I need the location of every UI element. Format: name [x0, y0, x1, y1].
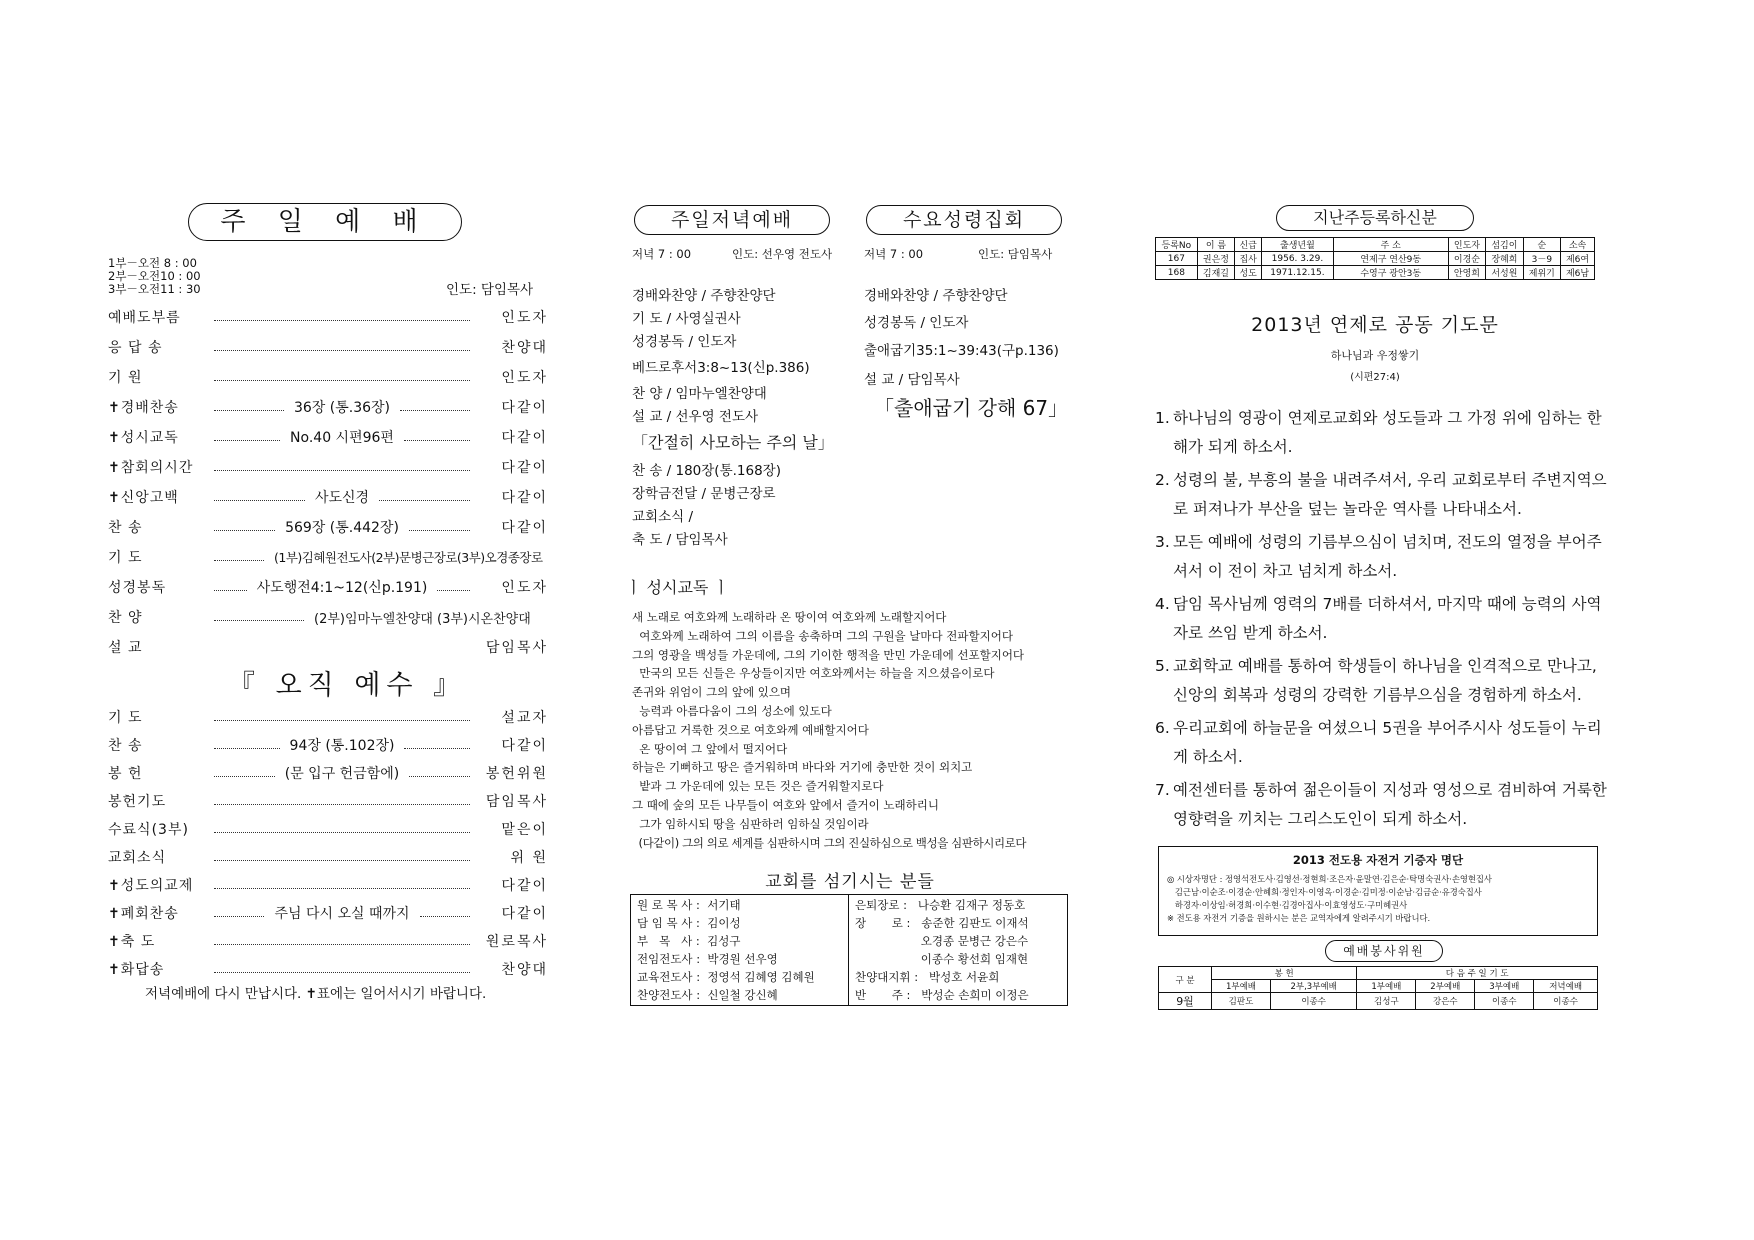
order-row: ✝성도의교제 다같이 — [108, 878, 548, 894]
order-row: 성경봉독 사도행전4:1~12(신p.191) 인도자 — [108, 580, 548, 596]
order-row: 봉헌기도 담임목사 — [108, 794, 548, 810]
servant-line: 부 목 사 : 김성구 — [637, 934, 741, 948]
duty-header-row — [1159, 967, 1598, 980]
servant-line: 반 주 : 박성순 손희미 이정은 — [855, 988, 1029, 1002]
worship-leader: 인도: 담임목사 — [446, 282, 534, 298]
donors-lines — [1167, 873, 1492, 925]
prayer-item: 5. 교회학교 예배를 통하여 학생들이 하나님을 인격적으로 만나고, 신앙의 회복과 성령의 강력한 기름부으심을 경험하게 하소서. — [1155, 657, 1597, 704]
duty-sub-row — [1159, 980, 1598, 993]
newcomers-header-row — [1156, 238, 1595, 252]
table-row — [1159, 993, 1598, 1010]
evening-title: 주일저녁예배 — [634, 205, 830, 235]
donors-title: 2013 전도용 자전거 기증자 명단 — [1292, 853, 1464, 867]
servant-line: 이종수 황선희 임재현 — [855, 952, 1029, 966]
reading-line: 여호와께 노래하여 그의 이름을 송축하며 그의 구원을 날마다 전파할지어다 — [632, 628, 1013, 643]
order-row: 응 답 송 찬양대 — [108, 340, 548, 356]
order-row: 기 도 (1부)김혜원전도사(2부)문병근장로(3부)오경종장로 — [108, 550, 543, 566]
servant-line: 전임전도사 : 박경원 선우영 — [637, 952, 778, 966]
prayer-subtitle: 하나님과 우정쌓기 — [1330, 349, 1420, 362]
cell: 1956. 3.29. — [1262, 252, 1334, 266]
cell: 이종수 — [1475, 993, 1534, 1010]
evening-line: 축 도 / 담임목사 — [632, 532, 728, 548]
wednesday-line: 출애굽기35:1~39:43(구p.136) — [864, 343, 1059, 359]
evening-line: 설 교 / 선우영 전도사 — [632, 409, 759, 425]
col-header: 인도자 — [1448, 238, 1485, 252]
worship-footer: 저녁예배에 다시 만납시다. ✝표에는 일어서시기 바랍니다. — [145, 986, 487, 1002]
cell: 권은정 — [1197, 252, 1234, 266]
order-row: ✝경배찬송 36장 (통.36장) 다같이 — [108, 400, 548, 416]
evening-time: 저녁 7 : 00 — [632, 247, 692, 261]
wednesday-line: 설 교 / 담임목사 — [864, 372, 960, 388]
order-row: 수료식(3부) 맡은이 — [108, 822, 548, 838]
reading-line: 그 때에 숲의 모든 나무들이 여호와 앞에서 즐거이 노래하리니 — [632, 797, 939, 812]
order-row: 봉 헌 (문 입구 헌금함에) 봉헌위원 — [108, 766, 548, 782]
cell: 이경순 — [1448, 252, 1485, 266]
prayer-item: 6. 우리교회에 하늘문을 여셨으니 5권을 부어주시사 성도들이 누리게 하소서. — [1155, 719, 1602, 766]
order-row: ✝성시교독 No.40 시편96편 다같이 — [108, 430, 548, 446]
evening-line: 성경봉독 / 인도자 — [632, 334, 737, 350]
reading-line: 그가 임하시되 땅을 심판하러 임하실 것임이라 — [632, 816, 869, 831]
donors-box — [1158, 846, 1598, 936]
col-header: 소속 — [1561, 238, 1595, 252]
col-header: 등록No — [1156, 238, 1198, 252]
cell: 수영구 광안3동 — [1333, 266, 1448, 280]
reading-line: (다같이) 그의 의로 세계를 심판하시며 그의 진실하심으로 백성을 심판하시리로다 — [632, 835, 1027, 850]
cell: 집사 — [1235, 252, 1262, 266]
order-row: 찬 송 569장 (통.442장) 다같이 — [108, 520, 548, 536]
worship-order — [108, 305, 548, 665]
order-row: 기 원 인도자 — [108, 370, 548, 386]
cell: 1부예배 — [1357, 980, 1416, 993]
worship-time-2: 2부－오전10 : 00 — [108, 269, 201, 283]
cell: 구 분 — [1159, 967, 1212, 993]
reading-line: 만국의 모든 신들은 우상들이지만 여호와께서는 하늘을 지으셨음이로다 — [632, 666, 995, 681]
cell: 안영희 — [1448, 266, 1485, 280]
wednesday-sermon: 「출애굽기 강해 67」 — [874, 396, 1069, 420]
wednesday-leader: 인도: 담임목사 — [978, 247, 1053, 261]
donor-line: 김근남·이순조·이경순·안혜희·정인자·이영옥·이경순·김미정·이순남·김금순·유경숙집사 — [1167, 887, 1482, 897]
prayer-ref: (시편27:4) — [1350, 372, 1400, 383]
evening-line: 장학금전달 / 문병근장로 — [632, 486, 776, 502]
wednesday-title: 수요성령집회 — [866, 205, 1062, 235]
reading-line: 아름답고 거룩한 것으로 여호와께 예배할지어다 — [632, 722, 869, 737]
cell: 1971.12.15. — [1262, 266, 1334, 280]
cell: 이종수 — [1270, 993, 1356, 1010]
col-header: 섬김이 — [1486, 238, 1523, 252]
servant-line: 은퇴장로 : 나승환 김재구 정동호 — [855, 898, 1026, 912]
wednesday-line: 성경봉독 / 인도자 — [864, 315, 969, 331]
cell: 2부예배 — [1416, 980, 1475, 993]
cell: 167 — [1156, 252, 1198, 266]
col-header: 순 — [1523, 238, 1560, 252]
reading-line: 존귀와 위엄이 그의 앞에 있으며 — [632, 685, 792, 700]
cell: 3부예배 — [1475, 980, 1534, 993]
evening-line: 기 도 / 사영실권사 — [632, 311, 741, 327]
evening-line: 경배와찬양 / 주향찬양단 — [632, 288, 776, 304]
duty-title: 예배봉사위원 — [1325, 940, 1443, 962]
cell: 김판도 — [1212, 993, 1271, 1010]
worship-times — [108, 257, 201, 296]
servants-box — [630, 894, 1068, 1006]
reading-line: 새 노래로 여호와께 노래하라 온 땅이여 여호와께 노래할지어다 — [632, 610, 947, 624]
worship-time-3: 3부－오전11 : 30 — [108, 282, 201, 296]
cell: 김재길 — [1197, 266, 1234, 280]
order-row: 예배도부름 인도자 — [108, 310, 548, 326]
evening-sermon: 「간절히 사모하는 주의 날」 — [632, 433, 834, 452]
servants-left — [631, 895, 849, 1005]
order-row: 기 도 설교자 — [108, 710, 548, 726]
cell: 제위기 — [1523, 266, 1560, 280]
servant-line: 담 임 목 사 : 김이성 — [637, 916, 741, 930]
cell: 168 — [1156, 266, 1198, 280]
order-row: ✝화답송 찬양대 — [108, 962, 548, 978]
cell: 1부예배 — [1212, 980, 1271, 993]
wednesday-time: 저녁 7 : 00 — [864, 247, 924, 261]
reading-line: 온 땅이여 그 앞에서 떨지어다 — [632, 741, 788, 756]
table-row — [1156, 266, 1595, 280]
cell: 봉 헌 — [1212, 967, 1357, 980]
prayer-title: 2013년 연제로 공동 기도문 — [1251, 314, 1499, 336]
servants-title: 교회를 섬기시는 분들 — [765, 872, 935, 892]
donor-line: 하경자·이상임·허경희·이수현·김경아집사·이효영성도·구미혜권사 — [1167, 900, 1408, 910]
servant-line: 오경종 문병근 강은수 — [855, 934, 1029, 948]
col-header: 이 름 — [1197, 238, 1234, 252]
prayer-item: 3. 모든 예배에 성령의 기름부으심이 넘치며, 전도의 열정을 부어주셔서 이 전이 차고 넘치게 하소서. — [1155, 533, 1602, 580]
servant-line: 장 로 : 송준한 김판도 이재석 — [855, 916, 1029, 930]
table-row — [1156, 252, 1595, 266]
evening-line: 찬 양 / 임마누엘찬양대 — [632, 386, 767, 402]
cell: 김성구 — [1357, 993, 1416, 1010]
servant-line: 찬양대지휘 : 박성호 서윤희 — [855, 970, 1000, 984]
newcomers-title: 지난주등록하신분 — [1276, 205, 1474, 231]
cell: 연제구 연산9동 — [1333, 252, 1448, 266]
prayer-item: 4. 담임 목사님께 영력의 7배를 더하셔서, 마지막 때에 능력의 사역자로 쓰임 받게 하소서. — [1155, 595, 1602, 642]
cell: 강은수 — [1416, 993, 1475, 1010]
col-header: 신급 — [1235, 238, 1262, 252]
newcomers-table — [1155, 237, 1595, 280]
cell: 3－9 — [1523, 252, 1560, 266]
order-row: ✝신앙고백 사도신경 다같이 — [108, 490, 549, 506]
donor-line: ※ 전도용 자전거 기증을 원하시는 분은 교역자에게 알려주시기 바랍니다. — [1167, 913, 1431, 923]
cell: 다 음 주 일 기 도 — [1357, 967, 1598, 980]
cell: 저녁예배 — [1534, 980, 1598, 993]
worship-title: 주 일 예 배 — [188, 203, 462, 241]
evening-line: 베드로후서3:8~13(신p.386) — [632, 360, 810, 376]
order-row: ✝폐회찬송 주님 다시 오실 때까지 다같이 — [108, 906, 549, 922]
cell: 서성원 — [1486, 266, 1523, 280]
order-row: 설 교 담임목사 — [108, 640, 548, 656]
col-header: 출생년월 — [1262, 238, 1334, 252]
duty-table — [1158, 966, 1598, 1010]
reading-title: ㅣ 성시교독 ㅣ — [626, 578, 729, 597]
cell: 제6남 — [1561, 266, 1595, 280]
worship-order-2 — [108, 705, 548, 995]
cell: 제6여 — [1561, 252, 1595, 266]
reading-line: 그의 영광을 백성들 가운데에, 그의 기이한 행적을 만민 가운데에 선포할지어다 — [632, 647, 1025, 662]
evening-leader: 인도: 선우영 전도사 — [732, 247, 833, 261]
reading-line: 밭과 그 가운데에 있는 모든 것은 즐거워할지로다 — [632, 779, 884, 794]
evening-line: 교회소식 / — [632, 509, 694, 525]
evening-line: 찬 송 / 180장(통.168장) — [632, 463, 781, 479]
col-header: 주 소 — [1333, 238, 1448, 252]
cell: 장혜희 — [1486, 252, 1523, 266]
prayer-list — [1155, 404, 1610, 844]
servants-right — [849, 895, 1067, 1005]
cell: 9월 — [1159, 993, 1212, 1010]
order-row: 찬 양 (2부)임마누엘찬양대 (3부)시온찬양대 — [108, 610, 531, 627]
sermon-title: 『 오직 예수 』 — [228, 670, 467, 701]
donor-line: ◎ 시상자명단 : 정영석전도사·김영선·정현희·조은자·윤말연·김은순·탁명숙권사·손영현집사 — [1167, 874, 1492, 884]
prayer-item: 2. 성령의 불, 부흥의 불을 내려주셔서, 우리 교회로부터 주변지역으로 퍼져나가 부산을 덮는 놀라운 역사를 나타내소서. — [1155, 471, 1607, 518]
prayer-item: 7. 예전센터를 통하여 젊은이들이 지성과 영성으로 겸비하여 거룩한 영향력을 끼치는 그리스도인이 되게 하소서. — [1155, 781, 1607, 828]
cell: 이종수 — [1534, 993, 1598, 1010]
servant-line: 찬양전도사 : 신일철 강신혜 — [637, 988, 778, 1002]
reading-line: 능력과 아름다움이 그의 성소에 있도다 — [632, 703, 832, 718]
order-row: ✝축 도 원로목사 — [108, 934, 548, 950]
cell: 2부,3부예배 — [1270, 980, 1356, 993]
reading-line: 하늘은 기뻐하고 땅은 즐거워하며 바다와 거기에 충만한 것이 외치고 — [632, 760, 973, 775]
prayer-item: 1. 하나님의 영광이 연제로교회와 성도들과 그 가정 위에 임하는 한 해가 되게 하소서. — [1155, 409, 1602, 456]
reading-text — [632, 608, 1092, 852]
cell: 성도 — [1235, 266, 1262, 280]
order-row: 교회소식 위 원 — [108, 850, 548, 866]
servant-line: 원 로 목 사 : 서기태 — [637, 898, 741, 912]
order-row: 찬 송 94장 (통.102장) 다같이 — [108, 738, 548, 754]
worship-time-1: 1부－오전 8 : 00 — [108, 256, 197, 270]
order-row: ✝참회의시간 다같이 — [108, 460, 548, 476]
wednesday-line: 경배와찬양 / 주향찬양단 — [864, 288, 1008, 304]
servant-line: 교육전도사 : 정영석 김혜영 김혜원 — [637, 970, 815, 984]
